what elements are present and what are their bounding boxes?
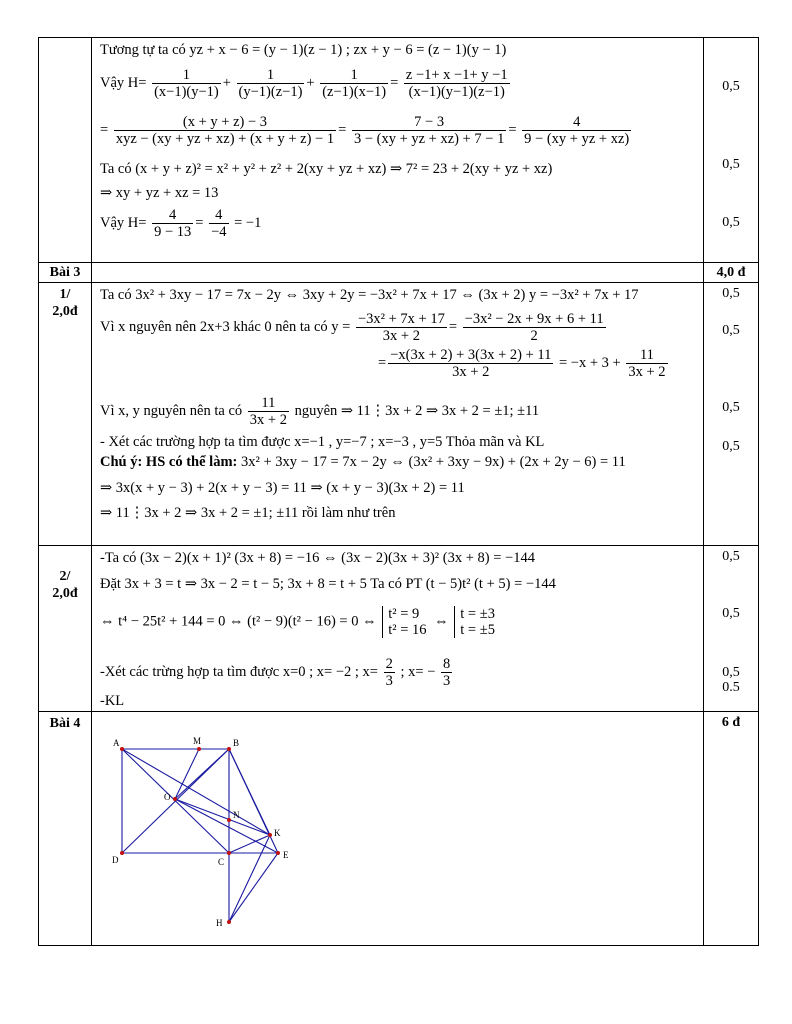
text-tail: = −1 xyxy=(234,214,262,231)
geometry-figure xyxy=(102,732,302,932)
label-cell-empty xyxy=(39,38,92,263)
fraction: $\frac{11}{3x + 2}$ xyxy=(628,347,666,380)
fraction: $\frac{\text{−3x² − 2x + 9x + 6 + 11}}{2}$ xyxy=(464,311,604,344)
bai3-part1-content xyxy=(92,283,704,546)
fraction: (x + y + z) − 3 xyz − (xy + yz + xz) + (x + y + z) − 1 xyxy=(115,114,335,147)
answer-table xyxy=(38,37,759,946)
text-prefix: Vậy H= xyxy=(100,74,147,91)
section-label: Bài 3 xyxy=(39,263,92,283)
text-prefix: Vậy H= xyxy=(100,214,147,231)
text-line: - Xét các trường hợp ta tìm được x=−1 , y=−7 ; x=−3 , y=5 Thỏa mãn và KL xyxy=(100,434,545,450)
text-prefix: -Xét các trừng hợp ta tìm được x=0 ; x= −2 ; x= xyxy=(100,663,378,680)
text-line: ⇒ 11⋮3x + 2 ⇒ 3x + 2 = ±1; ±11 rồi làm như trên xyxy=(100,505,396,521)
fraction: $\frac{4}{9 - 13}$ xyxy=(154,207,192,240)
fraction: $\frac{-x(3x + 2) + 3(3x + 2) + 11}{3x + 2}$ xyxy=(390,347,552,380)
points-value: 0,5 xyxy=(722,157,740,172)
text-line: -Ta có (3x − 2)(x + 1)² (3x + 8) = −16 ⇔ (3x − 2)(3x + 3)² (3x + 8) = −144 xyxy=(100,550,535,566)
section-label-cell xyxy=(39,712,92,946)
fraction: $\frac{4}{9 - (xy + yz + xz)}$ xyxy=(524,114,630,147)
text-prefix: Vì x, y nguyên nên ta có xyxy=(100,402,243,419)
points-cell xyxy=(704,546,759,712)
y-expression: Vì x nguyên nên 2x+3 khác 0 nên ta có y = $\frac{\text{−3x² + 7x + 17}}{3x + 2}$ = $\frac{\text{−3x² − 2x + 9x + 6 + 11}}{2}$ xyxy=(100,311,604,344)
points-value: 0.5 xyxy=(722,680,740,695)
equation-system: t² = 9 t² = 16 xyxy=(382,606,428,638)
fraction: $\frac{8}{3}$ xyxy=(443,656,451,689)
text-line: Ta có (x + y + z)² = x² + y² + z² + 2(xy + yz + xz) ⇒ 7² = 23 + 2(xy + yz + xz) xyxy=(100,161,553,177)
point-label: B xyxy=(233,738,240,748)
point-label: A xyxy=(113,738,120,748)
fraction: $\frac{2}{3}$ xyxy=(385,656,393,689)
h-final: Vậy H= $\frac{4}{9 - 13}$ = $\frac{4}{-4}$ = −1 xyxy=(100,207,262,240)
points-cell xyxy=(704,283,759,546)
points-value: 0,5 xyxy=(722,665,740,680)
part-number: 1/ xyxy=(59,287,71,302)
equation-system: t = ±3 t = ±5 xyxy=(454,606,497,638)
h-expression: Vậy H= $\frac{1}{(x-1)(y-1)}$ + $\frac{1}{(y-1)(z-1)}$ + $\frac{1}{(z-1)(x-1)}$ = $\frac{z -1+ x -1+ y -1}{(x-1)(y-1)(z-1)}$ xyxy=(100,67,508,100)
points-value: 0,5 xyxy=(722,79,740,94)
bai3-header-row xyxy=(39,263,759,283)
point-label: M xyxy=(193,736,202,746)
part-points: 2,0đ xyxy=(52,586,78,601)
point-label: D xyxy=(112,855,119,865)
text-line: Tương tự ta có yz + x − 6 = (y − 1)(z − 1) ; zx + y − 6 = (z − 1)(y − 1) xyxy=(100,42,507,58)
divisibility-line xyxy=(100,395,539,428)
part-label-cell xyxy=(39,546,92,712)
bai3-part1-row xyxy=(39,283,759,546)
quartic-line xyxy=(100,606,499,638)
section-points: 6 đ xyxy=(721,715,741,730)
note-line xyxy=(100,453,626,471)
text-line: ⇒ xy + yz + xz = 13 xyxy=(100,185,219,201)
fraction: $\frac{7 - 3}{3 - (xy + yz + xz) + 7 - 1}$ xyxy=(353,114,505,147)
fraction: $\frac{1}{(x-1)(y-1)}$ xyxy=(154,67,219,100)
fraction: $\frac{11}{3x + 2}$ xyxy=(249,395,287,428)
bai4-row xyxy=(39,712,759,946)
note-text: 3x² + 3xy − 17 = 7x − 2y ⇔ (3x² + 3xy − 9x) + (2x + 2y − 6) = 11 xyxy=(237,454,626,470)
section-label: Bài 4 xyxy=(49,716,81,731)
points-value: 0,5 xyxy=(722,549,740,564)
text-prefix: = xyxy=(100,121,109,138)
bai3-part2-content xyxy=(92,546,704,712)
text-prefix: ⇔ t⁴ − 25t² + 144 = 0 ⇔ (t² − 9)(t² − 16) = 0 ⇔ xyxy=(100,613,377,630)
point-label: N xyxy=(233,810,240,820)
point-label: H xyxy=(216,918,223,928)
text-mid: ⇔ xyxy=(434,613,449,630)
equation-line: = (x + y + z) − 3 xyz − (xy + yz + xz) + (x + y + z) − 1 = $\frac{7 - 3}{3 - (xy + yz + xz) + 7 - 1}$ = $\frac{4}{9 - (xy + yz + xz)}$ xyxy=(100,114,630,147)
points-value: 0,5 xyxy=(722,215,740,230)
bai2-continuation-row xyxy=(39,38,759,263)
text-line: Đặt 3x + 3 = t ⇒ 3x − 2 = t − 5; 3x + 8 = t + 5 Ta có PT (t − 5)t² (t + 5) = −144 xyxy=(100,576,556,592)
section-points: 4,0 đ xyxy=(704,263,759,283)
points-value: 0,5 xyxy=(722,323,740,338)
points-value: 0,5 xyxy=(722,606,740,621)
text-prefix: Vì x nguyên nên 2x+3 khác 0 nên ta có y = xyxy=(100,318,351,335)
note-label: Chú ý: HS có thể làm: xyxy=(100,454,238,470)
points-value: 0,5 xyxy=(722,400,740,415)
part-points: 2,0đ xyxy=(52,304,78,319)
text-mid: = −x + 3 + xyxy=(558,354,621,371)
y-expression-cont: = $\frac{-x(3x + 2) + 3(3x + 2) + 11}{3x + 2}$ = −x + 3 + $\frac{11}{3x + 2}$ xyxy=(378,347,666,380)
fraction: $\frac{\text{−3x² + 7x + 17}}{3x + 2}$ xyxy=(357,311,445,344)
part-label-cell xyxy=(39,283,92,546)
bai2-content xyxy=(92,38,704,263)
points-value: 0,5 xyxy=(722,286,740,301)
points-cell xyxy=(704,38,759,263)
fraction: $\frac{4}{-4}$ xyxy=(211,207,227,240)
part-number: 2/ xyxy=(59,569,71,584)
text-suffix: nguyên ⇒ 11⋮3x + 2 ⇒ 3x + 2 = ±1; ±11 xyxy=(294,402,540,419)
text-line: Ta có 3x² + 3xy − 17 = 7x − 2y ⇔ 3xy + 2y = −3x² + 7x + 17 ⇔ (3x + 2) y = −3x² + 7x + 17 xyxy=(100,287,639,303)
point-label: E xyxy=(283,850,289,860)
bai3-part2-row xyxy=(39,546,759,712)
point-label: O xyxy=(164,792,171,802)
points-value: 0,5 xyxy=(722,439,740,454)
empty-cell xyxy=(92,263,704,283)
text-line: -KL xyxy=(100,693,125,709)
point-label: K xyxy=(274,828,281,838)
text-mid: ; x= − xyxy=(400,663,436,680)
fraction: $\frac{z -1+ x -1+ y -1}{(x-1)(y-1)(z-1)}$ xyxy=(405,67,508,100)
point-label: C xyxy=(218,857,225,867)
points-cell xyxy=(704,712,759,946)
text-line: ⇒ 3x(x + y − 3) + 2(x + y − 3) = 11 ⇒ (x + y − 3)(3x + 2) = 11 xyxy=(100,480,465,496)
solutions-line xyxy=(100,656,454,689)
bai4-content xyxy=(92,712,704,946)
fraction: $\frac{1}{(y-1)(z-1)}$ xyxy=(238,67,303,100)
fraction: $\frac{1}{(z-1)(x-1)}$ xyxy=(322,67,387,100)
